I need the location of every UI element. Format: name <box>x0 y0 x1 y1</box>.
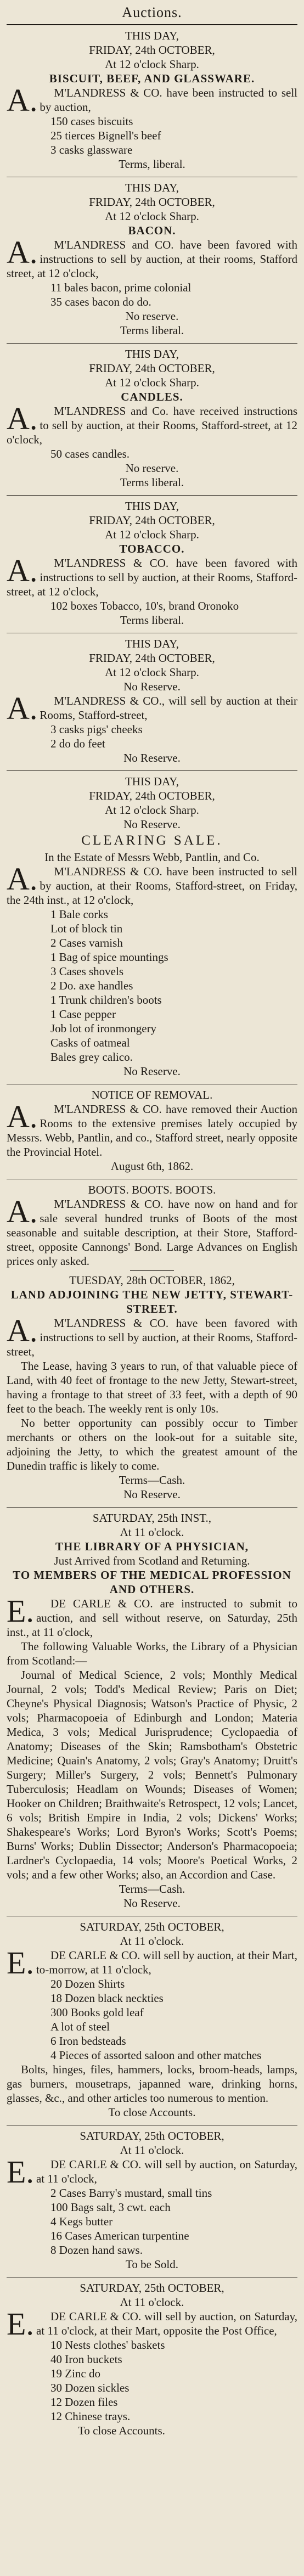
ad-title: CANDLES. <box>121 390 183 403</box>
advert-baskets <box>7 2277 297 2443</box>
ad-body: DE CARLE & CO. will sell by auction, on Saturday, at 11 o'clock, at their Mart, opposite the Post Office, <box>36 2310 297 2337</box>
divider <box>130 1270 174 1271</box>
ad-item: 40 Iron buckets <box>50 2353 122 2366</box>
ad-item: A lot of steel <box>50 2020 110 2033</box>
ad-time: At 12 o'clock Sharp. <box>105 376 199 389</box>
ad-reserve: No Reserve. <box>123 680 181 693</box>
ad-item: 3 Cases shovels <box>50 965 123 978</box>
page-title: Auctions. <box>7 2 297 25</box>
drop-cap: A. <box>7 82 38 118</box>
ad-time: At 12 o'clock Sharp. <box>105 210 199 223</box>
ad-item: 50 cases candles. <box>50 447 130 460</box>
ad-body: M'LANDRESS & CO. have now on hand and for sale several hundred trunks of Boots of the most seasonable and suitable description, at their Store, Stafford-street, opposite Cannongs' Bond. Large Advances on English prices only asked. <box>7 1197 297 1268</box>
advert-pigs-cheeks <box>7 633 297 771</box>
ad-terms: Terms—Cash. <box>119 1473 185 1487</box>
ad-time: At 12 o'clock Sharp. <box>105 58 199 71</box>
ad-item: 12 Dozen files <box>50 2395 118 2409</box>
ad-body: M'LANDRESS and Co. have received instructions to sell by auction, at their Rooms, Stafford-street, at 12 o'clock, <box>7 404 297 446</box>
drop-cap: A. <box>7 553 38 588</box>
ad-body: DE CARLE & CO. are instructed to submit to auction, and sell without reserve, on Saturday, 25th inst., at 11 o'clock, <box>7 1597 297 1639</box>
ad-date: August 6th, 1862. <box>110 1160 194 1173</box>
drop-cap: A. <box>7 234 38 270</box>
ad-item: Job lot of ironmongery <box>50 1022 157 1035</box>
ad-item: 2 do do feet <box>50 737 105 750</box>
ad-item: 4 Kegs butter <box>50 2215 113 2228</box>
ad-reserve: No Reserve. <box>123 1065 181 1078</box>
advert-tobacco <box>7 496 297 633</box>
ad-day: THIS DAY, <box>125 499 179 513</box>
ad-reserve: No reserve. <box>125 310 179 323</box>
advert-boots-land <box>7 1179 297 1508</box>
ad-day: THIS DAY, <box>125 29 179 42</box>
ad-item: 8 Dozen hand saws. <box>50 2243 143 2257</box>
ad-day: THIS DAY, <box>125 637 179 650</box>
ad-time: At 11 o'clock. <box>120 2296 184 2309</box>
ad-item: 25 tierces Bignell's beef <box>50 129 161 142</box>
advert-biscuit-beef <box>7 25 297 177</box>
ad-item: 100 Bags salt, 3 cwt. each <box>50 2201 171 2214</box>
ad-reserve: No Reserve. <box>123 1897 181 1910</box>
ad-item: Lot of block tin <box>50 922 123 935</box>
ad-body: Journal of Medical Science, 2 vols; Monthly Medical Journal, 2 vols; Todd's Medical Review; Paris on Diet; Cheyne's Physical Diagnosis; Watson's Practice of Physic, 2 vols; Pharmacopoeia of Edinburgh and London; Materia Medica, 3 vols; Medical Jurisprudence; Cyclopaedia of Anatomy; Diseases of the Skin; Ramsbotham's Obstetric Medicine; Quain's Anatomy, 2 vols; Gray's Anatomy; Druitt's Surgery; Miller's Surgery, 2 vols; Bennett's Pulmonary Tuberculosis; Headlam on Wounds; Diseases of Women; Hooker on Children; Braithwaite's Retrospect, 12 vols; Lancet, 6 vols; British Empire in India, 2 vols; Dickens' Works; Shakespeare's Works; Lord Byron's Works; Scott's Poems; Burns' Works; Dublin Dissector; Anderson's Pharmacopoeia; Lardner's Cyclopaedia, 14 vols; Moore's Poetical Works, 2 vols; and a few other Works; also, an Accordion and Case. <box>7 1668 297 1881</box>
ad-item: 2 Do. axe handles <box>50 979 133 992</box>
ad-terms: Terms liberal. <box>120 324 184 337</box>
ad-date: FRIDAY, 24th OCTOBER, <box>89 514 215 527</box>
drop-cap: A. <box>7 1099 38 1134</box>
advert-shirts <box>7 1916 297 2125</box>
ad-body: M'LANDRESS and CO. have been favored with instructions to sell by auction, at their rooms, Stafford street, at 12 o'clock, <box>7 238 297 280</box>
ad-estate: In the Estate of Messrs Webb, Pantlin, and Co. <box>44 851 260 864</box>
ad-date: SATURDAY, 25th INST., <box>92 1511 212 1525</box>
ad-title: BOOTS. BOOTS. BOOTS. <box>88 1183 216 1196</box>
drop-cap: A. <box>7 690 38 726</box>
ad-item: 6 Iron bedsteads <box>50 2034 126 2048</box>
ad-body: Bolts, hinges, files, hammers, locks, broom-heads, lamps, gas burners, mousetraps, japanned ware, drinking horns, glasses, &c., and other articles too numerous to mention. <box>7 2063 297 2105</box>
ad-body: The Lease, having 3 years to run, of that valuable piece of Land, with 40 feet of frontage to the new Jetty, Stewart-street, having a frontage to that street of 33 feet, with a depth of 90 feet to the beach. The weekly rent is only 10s. <box>7 1359 297 1415</box>
ad-title: CLEARING SALE. <box>81 833 223 848</box>
ad-audience: TO MEMBERS OF THE MEDICAL PROFESSION AND OTHERS. <box>13 1568 291 1596</box>
advert-clearing-sale <box>7 771 297 1084</box>
ad-item: Casks of oatmeal <box>50 1036 130 1049</box>
advert-physician-library <box>7 1508 297 1916</box>
ad-item: 3 casks glassware <box>50 143 133 156</box>
ad-item: 16 Cases American turpentine <box>50 2229 189 2242</box>
ad-item: 1 Case pepper <box>50 1008 116 1021</box>
drop-cap: E. <box>7 1945 34 1981</box>
ad-time: At 11 o'clock. <box>120 1934 184 1948</box>
ad-item: 300 Books gold leaf <box>50 2006 144 2019</box>
ad-body: M'LANDRESS & CO., will sell by auction at their Rooms, Stafford-street, <box>40 694 297 722</box>
ad-date: FRIDAY, 24th OCTOBER, <box>89 651 215 665</box>
ad-reserve: No reserve. <box>125 462 179 475</box>
ad-item: 18 Dozen black neckties <box>50 1992 164 2005</box>
ad-close: To close Accounts. <box>78 2424 165 2437</box>
ad-time: At 12 o'clock Sharp. <box>105 528 199 541</box>
ad-reserve: No Reserve. <box>123 751 181 764</box>
ad-item: 10 Nests clothes' baskets <box>50 2338 165 2352</box>
ad-body: M'LANDRESS & CO. have removed their Auction Rooms to the extensive premises lately occupied by Messrs. Webb, Pantlin, and co., Stafford street, nearly opposite the Provincial Hotel. <box>7 1103 297 1158</box>
ad-time: At 11 o'clock. <box>120 1526 184 1539</box>
ad-date: FRIDAY, 24th OCTOBER, <box>89 195 215 209</box>
ad-date: FRIDAY, 24th OCTOBER, <box>89 362 215 375</box>
advert-notice-removal <box>7 1084 297 1179</box>
ad-date: SATURDAY, 25th OCTOBER, <box>80 2281 224 2294</box>
ad-item: 3 casks pigs' cheeks <box>50 723 143 736</box>
ad-item: 150 cases biscuits <box>50 115 133 128</box>
drop-cap: E. <box>7 2154 34 2190</box>
ad-item: 20 Dozen Shirts <box>50 1977 125 1990</box>
ad-date: FRIDAY, 24th OCTOBER, <box>89 43 215 57</box>
ad-body: M'LANDRESS & CO. have been instructed to sell by auction, at their Rooms, Stafford-street, on Friday, the 24th inst., at 12 o'clock, <box>7 865 297 907</box>
advert-candles <box>7 344 297 496</box>
ad-body: The following Valuable Works, the Library of a Physician from Scotland:— <box>7 1640 297 1667</box>
ad-date: SATURDAY, 25th OCTOBER, <box>80 2129 224 2142</box>
ad-body: M'LANDRESS & CO. have been instructed to sell by auction, <box>40 86 297 114</box>
drop-cap: A. <box>7 1194 38 1229</box>
ad-title: TOBACCO. <box>119 542 185 555</box>
ad-date: TUESDAY, 28th OCTOBER, 1862, <box>69 1274 235 1287</box>
ad-body: No better opportunity can possibly occur to Timber merchants or others on the look-out for a suitable site, adjoining the Jetty, to which the greatest amount of the Dunedin traffic is likely to come. <box>7 1416 297 1472</box>
ad-item: 11 bales bacon, prime colonial <box>50 281 192 294</box>
drop-cap: A. <box>7 1313 38 1348</box>
ad-body: M'LANDRESS & CO. have been favored with instructions to sell by auction, at their Rooms, Stafford-street, at 12 o'clock, <box>7 556 297 598</box>
ad-title: THE LIBRARY OF A PHYSICIAN, <box>55 1540 249 1553</box>
drop-cap: E. <box>7 1593 34 1629</box>
ad-terms: Terms liberal. <box>120 476 184 489</box>
ad-terms: Terms, liberal. <box>119 158 185 171</box>
ad-item: 30 Dozen sickles <box>50 2381 130 2394</box>
ad-terms: Terms liberal. <box>120 614 184 627</box>
ad-item: 1 Bag of spice mountings <box>50 950 168 964</box>
ad-item: 1 Trunk children's boots <box>50 993 162 1006</box>
ad-item: 1 Bale corks <box>50 908 108 921</box>
ad-item: 102 boxes Tobacco, 10's, brand Oronoko <box>50 599 239 612</box>
ad-time: At 12 o'clock Sharp. <box>105 803 199 817</box>
ad-date: FRIDAY, 24th OCTOBER, <box>89 789 215 802</box>
ad-item: 35 cases bacon do do. <box>50 295 151 308</box>
auctions-column <box>7 0 297 2576</box>
ad-date: SATURDAY, 25th OCTOBER, <box>80 1920 224 1933</box>
drop-cap: E. <box>7 2306 34 2342</box>
ad-body: DE CARLE & CO. will sell by auction, at their Mart, to-morrow, at 11 o'clock, <box>36 1949 297 1976</box>
ad-day: THIS DAY, <box>125 181 179 194</box>
ad-close: To close Accounts. <box>108 2106 196 2119</box>
ad-terms: Terms—Cash. <box>119 1882 185 1896</box>
ad-body: DE CARLE & CO. will sell by auction, on Saturday, at 11 o'clock, <box>36 2158 297 2185</box>
ad-time: At 12 o'clock Sharp. <box>105 666 199 679</box>
drop-cap: A. <box>7 401 38 436</box>
drop-cap: A. <box>7 861 38 897</box>
advert-bacon <box>7 177 297 344</box>
ad-reserve: No Reserve. <box>123 1488 181 1501</box>
ad-sold: To be Sold. <box>126 2258 178 2271</box>
ad-title: BISCUIT, BEEF, AND GLASSWARE. <box>49 72 255 85</box>
ad-item: 2 Cases Barry's mustard, small tins <box>50 2186 212 2200</box>
ad-reserve: No Reserve. <box>123 818 181 831</box>
ad-item: 2 Cases varnish <box>50 936 123 949</box>
ad-time: At 11 o'clock. <box>120 2144 184 2157</box>
ad-item: 19 Zinc do <box>50 2367 100 2380</box>
ad-item: Bales grey calico. <box>50 1050 133 1064</box>
ad-day: THIS DAY, <box>125 347 179 361</box>
ad-item: 4 Pieces of assorted saloon and other matches <box>50 2049 262 2062</box>
ad-title: LAND ADJOINING THE NEW JETTY, STEWART-STREET. <box>10 1288 294 1315</box>
ad-item: 12 Chinese trays. <box>50 2410 131 2423</box>
advert-mustard <box>7 2125 297 2277</box>
ad-title: NOTICE OF REMOVAL. <box>91 1088 213 1101</box>
ad-day: THIS DAY, <box>125 775 179 788</box>
ad-title: BACON. <box>128 224 176 237</box>
ad-subtitle: Just Arrived from Scotland and Returning. <box>54 1554 250 1567</box>
ad-body: M'LANDRESS & CO. have been favored with instructions to sell by auction, at their Rooms, Stafford-street, <box>7 1317 297 1358</box>
